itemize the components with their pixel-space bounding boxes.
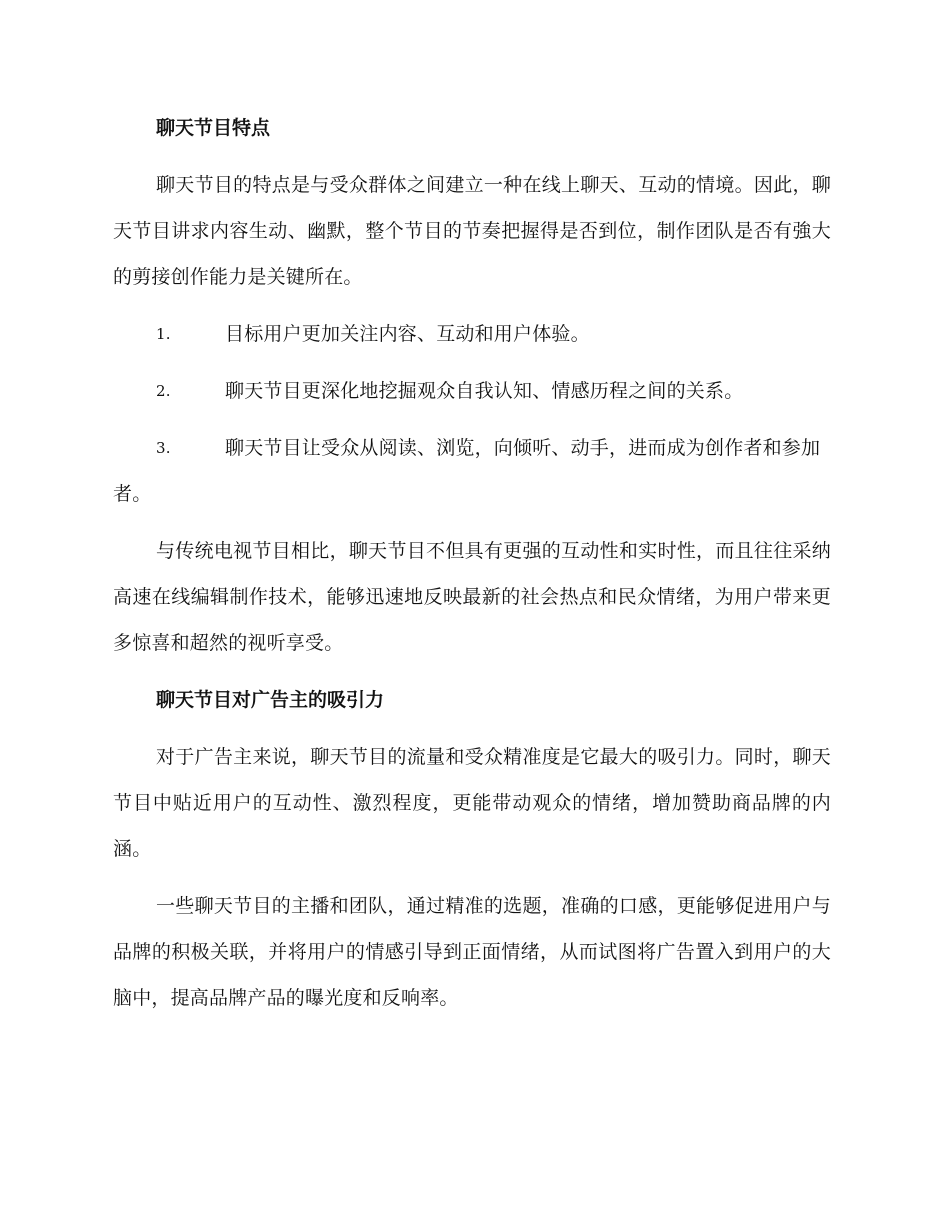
paragraph-advertisers-brand: 一些聊天节目的主播和团队，通过精准的选题，准确的口感，更能够促进用户与品牌的积极关联，并将用户的情感引导到正面情绪，从而试图将广告置入到用户的大脑中，提高品牌产品的曝光度和反响率。 [113, 895, 831, 1009]
list-item-3 [113, 425, 831, 517]
list-item-text: 目标用户更加关注内容、互动和用户体验。 [225, 323, 590, 345]
section-heading-advertisers: 聊天节目对广告主的吸引力 [156, 689, 385, 711]
list-number: 1. [156, 325, 171, 343]
section-heading-features: 聊天节目特点 [156, 117, 271, 139]
document-body [113, 105, 831, 1032]
paragraph-features-comparison: 与传统电视节目相比，聊天节目不但具有更强的互动性和实时性，而且往往采纳高速在线编辑制作技术，能够迅速地反映最新的社会热点和民众情绪，为用户带来更多惊喜和超然的视听享受。 [113, 540, 831, 654]
list-number: 2. [156, 382, 171, 400]
list-number: 3. [156, 439, 171, 457]
list-item-text: 聊天节目更深化地挖掘观众自我认知、情感历程之间的关系。 [225, 380, 744, 402]
list-item-text: 聊天节目让受众从阅读、浏览，向倾听、动手，进而成为创作者和参加者。 [113, 437, 821, 505]
list-item-2 [113, 368, 831, 414]
list-item-1 [113, 311, 831, 357]
paragraph-features-intro: 聊天节目的特点是与受众群体之间建立一种在线上聊天、互动的情境。因此，聊天节目讲求内容生动、幽默，整个节目的节奏把握得是否到位，制作团队是否有強大的剪接创作能力是关键所在。 [113, 174, 831, 288]
paragraph-advertisers-appeal: 对于广告主来说，聊天节目的流量和受众精准度是它最大的吸引力。同时，聊天节目中贴近用户的互动性、激烈程度，更能带动观众的情绪，增加赞助商品牌的内涵。 [113, 746, 831, 860]
